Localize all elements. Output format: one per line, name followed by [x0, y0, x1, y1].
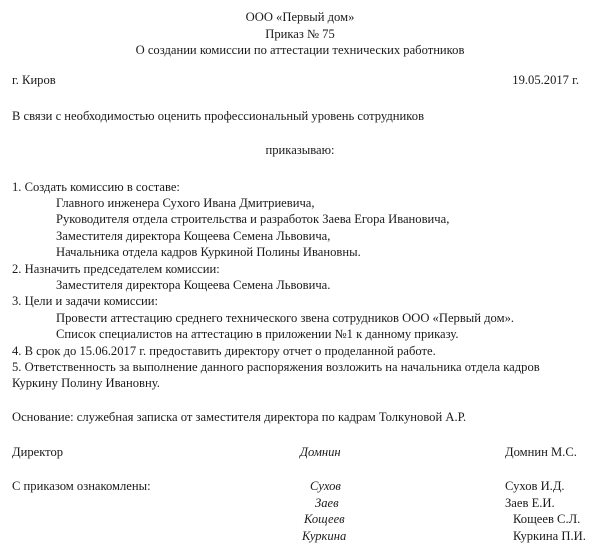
order-subject: О создании комиссии по аттестации технических работников: [135, 43, 465, 57]
order-keyword: приказываю:: [265, 142, 335, 157]
place-date-row: [12, 72, 588, 88]
order-item-sub: Провести аттестацию среднего технического звена сотрудников ООО «Первый дом».: [56, 310, 515, 325]
order-item-text: 3. Цели и задачи комиссии:: [12, 294, 159, 309]
order-item: [12, 343, 588, 359]
organization-name: ООО «Первый дом»: [245, 10, 355, 24]
order-item-sub: Список специалистов на аттестацию в приложении №1 к данному приказу.: [56, 327, 459, 342]
order-items-list: [12, 179, 588, 392]
director-printed-name: Домнин М.С.: [505, 444, 577, 459]
order-number: Приказ № 75: [265, 26, 335, 41]
director-handwritten-signature: Домнин: [300, 444, 341, 459]
place-label: г. Киров: [12, 72, 56, 87]
director-signature-block: [12, 444, 588, 460]
acknowledgement-handwritten-signature: Куркина: [302, 528, 347, 543]
acknowledgement-printed-name: Заев Е.И.: [505, 495, 555, 510]
acknowledgement-row: [12, 478, 588, 495]
order-item: [12, 261, 588, 294]
director-role-label: Директор: [12, 444, 64, 459]
acknowledgement-block: [12, 478, 588, 544]
order-item-text: 1. Создать комиссию в составе:: [12, 179, 180, 194]
document-header: [12, 0, 588, 59]
preamble-text: В связи с необходимостью оценить профессиональный уровень сотрудников: [12, 108, 425, 123]
order-item-sub: Заместителя директора Кощеева Семена Львовича,: [56, 228, 331, 243]
order-item-sub: Руководителя отдела строительства и разработок Заева Егора Ивановича,: [56, 212, 450, 227]
order-item-text: 5. Ответственность за выполнение данного распоряжения возложить на начальника отдела кадров Куркину Полину Ивановну.: [12, 359, 540, 391]
acknowledgement-row: [12, 495, 588, 512]
acknowledgement-printed-name: Сухов И.Д.: [505, 479, 565, 494]
order-item-text: 2. Назначить председателем комиссии:: [12, 261, 220, 276]
order-item-sub: Начальника отдела кадров Куркиной Полины Ивановны.: [56, 245, 361, 260]
acknowledgement-rows: [12, 478, 588, 544]
acknowledgement-handwritten-signature: Кощеев: [304, 512, 345, 527]
order-item-text: 4. В срок до 15.06.2017 г. предоставить директору отчет о проделанной работе.: [12, 343, 436, 358]
acknowledgement-printed-name: Куркина П.И.: [513, 528, 586, 543]
acknowledgement-printed-name: Кощеев С.Л.: [513, 512, 581, 527]
order-item-sub: Заместителя директора Кощеева Семена Львовича.: [56, 277, 331, 292]
order-item: [12, 359, 588, 392]
acknowledgement-row: [12, 528, 588, 545]
signature-row: [12, 444, 588, 460]
order-item: [12, 293, 588, 342]
acknowledgement-row: [12, 511, 588, 528]
acknowledgement-handwritten-signature: Сухов: [310, 479, 341, 494]
acknowledgement-heading: С приказом ознакомлены:: [12, 479, 151, 494]
order-item: [12, 179, 588, 261]
date-label: 19.05.2017 г.: [512, 72, 579, 87]
acknowledgement-handwritten-signature: Заев: [315, 495, 339, 510]
basis-text: Основание: служебная записка от заместителя директора по кадрам Толкуновой А.Р.: [12, 409, 467, 424]
order-item-sub: Главного инженера Сухого Ивана Дмитриевича,: [56, 195, 315, 210]
